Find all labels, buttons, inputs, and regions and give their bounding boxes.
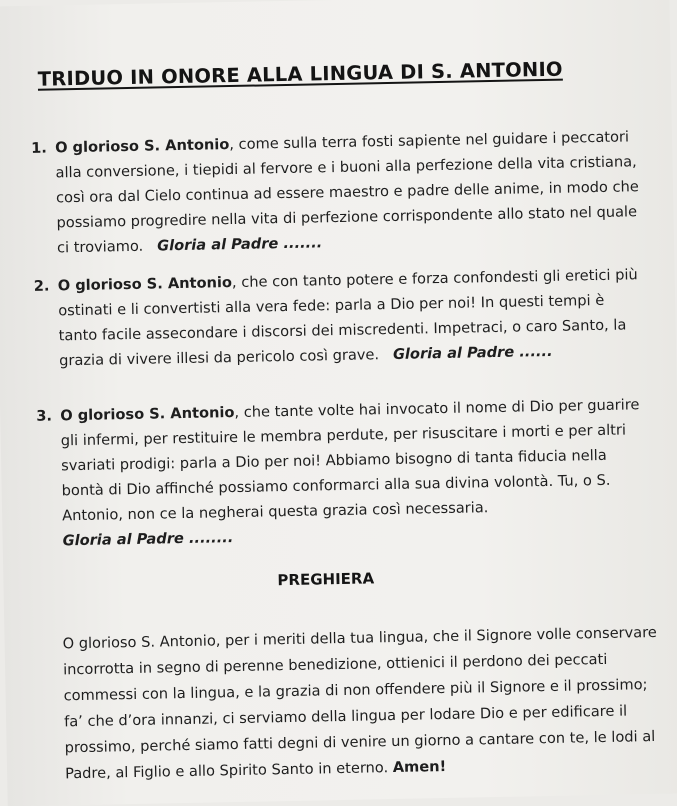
prayer-text-block bbox=[62, 620, 665, 787]
item-body bbox=[60, 392, 651, 553]
item-text: , che con tanto potere e forza confondesti gli eretici più ostinati e li convertisti alla vera fede: parla a Dio per noi! In questi tempi è tanto facile assecondare i discorsi dei miscredenti. Impetraci, o caro Santo, la grazia di vivere illesi da pericolo così grave. bbox=[58, 266, 638, 370]
prayer-heading: PREGHIERA bbox=[277, 569, 375, 590]
amen-text: Amen! bbox=[392, 758, 447, 777]
gloria-al-padre: Gloria al Padre ........ bbox=[62, 529, 234, 550]
item-number: 1. bbox=[30, 139, 47, 157]
item-lead: O glorioso S. Antonio bbox=[54, 136, 230, 157]
item-text: , come sulla terra fosti sapiente nel guidare i peccatori alla conversione, i tiepidi al fervore e i buoni alla perfezione della vita cristiana, così ora dal Cielo continua ad essere maestro e padre delle anime, in modo che possiamo progredire nella vita di perfezione corrispondente allo stato nel quale ci troviamo. bbox=[55, 128, 639, 257]
item-text: , che tante volte hai invocato il nome di Dio per guarire gli infermi, per restituire le membra perdute, per risuscitare i morti e per altri svariati prodigi: parla a Dio per noi! Abbiamo bisogno di tanta fiducia nella bontà di Dio affinché possiamo conformarci alla sua divina volontà. Tu, o S. Antonio, non ce la negherai questa grazia così necessaria. bbox=[60, 396, 640, 525]
gloria-al-padre: Gloria al Padre ....... bbox=[156, 234, 323, 255]
item-lead: O glorioso S. Antonio bbox=[57, 274, 233, 295]
triduo-item-3 bbox=[36, 392, 651, 554]
document-title: TRIDUO IN ONORE ALLA LINGUA DI S. ANTONIO bbox=[37, 57, 563, 91]
item-body bbox=[55, 124, 645, 260]
triduo-item-2 bbox=[34, 262, 648, 374]
item-number: 3. bbox=[36, 407, 53, 425]
prayer-text: O glorioso S. Antonio, per i meriti della tua lingua, che il Signore volle conservare incorrotta in segno di perenne benedizione, ottienici il perdono dei peccati commessi con la lingua, e la grazia di non offendere più il Signore e il prossimo; fa’ che d’ora innanzi, ci serviamo della lingua per lodare Dio e per edificare il prossimo, perché siamo fatti degni di venire un giorno a cantare con te, le lodi al Padre, al Figlio e allo Spirito Santo in eterno. bbox=[62, 623, 657, 783]
item-body bbox=[58, 262, 648, 373]
item-number: 2. bbox=[33, 277, 50, 295]
triduo-item-1 bbox=[31, 124, 645, 261]
item-lead: O glorioso S. Antonio bbox=[60, 404, 235, 425]
gloria-al-padre: Gloria al Padre ...... bbox=[392, 342, 553, 363]
